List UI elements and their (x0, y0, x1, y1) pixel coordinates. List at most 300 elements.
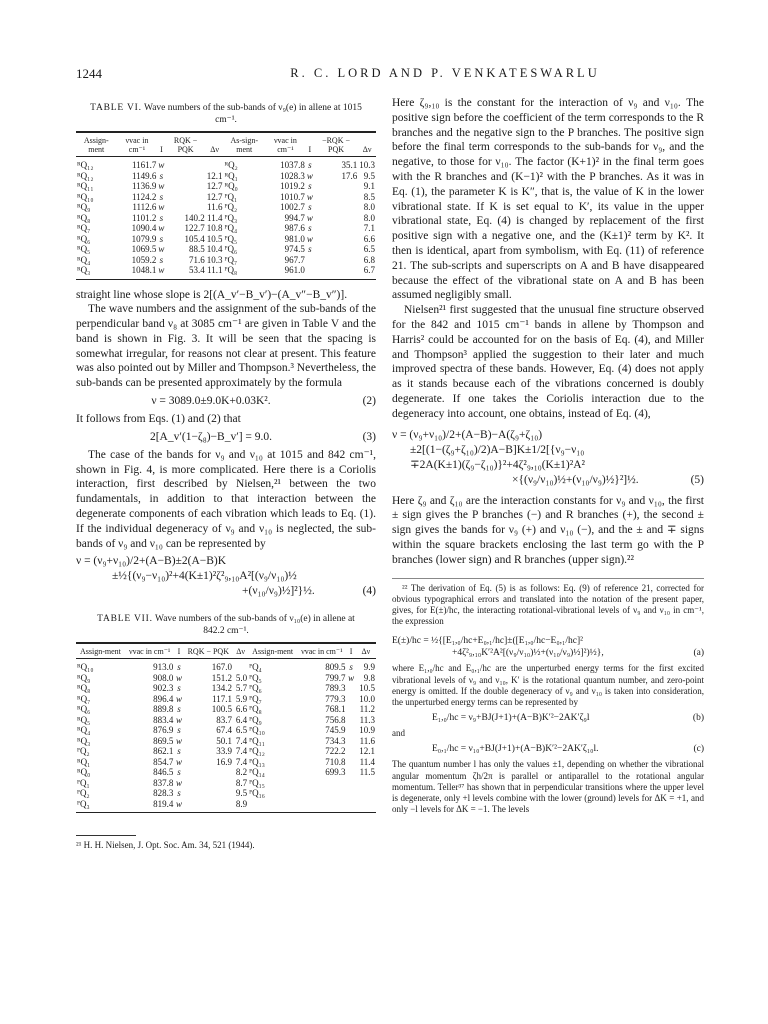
table-cell: ᴾQ₃ (77, 798, 90, 809)
table-cell: 1028.3 (280, 170, 305, 181)
table-cell: 1059.2 (131, 254, 157, 265)
table-cell: 16.9 (216, 756, 233, 767)
table-cell: w (158, 181, 165, 191)
table-cell: ᴿQ₆ (77, 704, 91, 715)
table-cell: 11.2 (359, 704, 375, 715)
table-cell: ᴾQ₆ (224, 244, 238, 254)
table-cell: 987.6 (284, 223, 305, 233)
column-header: I (160, 145, 163, 154)
table-cell: ᴾQ₄ (249, 662, 262, 673)
table-cell: 1161.7 (132, 160, 157, 170)
table-cell: 6.6 (363, 233, 375, 244)
equation-body: ν = 3089.0±9.0K+0.03K². (151, 395, 271, 408)
column-header: Assign-ment (252, 647, 294, 657)
table-cell: s (177, 683, 181, 694)
footnote-rule (76, 835, 136, 836)
table-cell: ᴿQ₉ (77, 202, 91, 212)
table-cell: ᴿQ₁₂ (77, 160, 94, 170)
table-cell (314, 255, 358, 266)
table-cell (297, 788, 346, 799)
table-row (76, 673, 376, 684)
table-cell: ᴾQ₆ (249, 683, 262, 694)
table-cell: 6.8 (363, 254, 375, 265)
equation-number: (c) (693, 744, 704, 755)
table-cell (184, 788, 234, 799)
table-cell: 35.1 (341, 160, 358, 170)
table-cell: ᴿQ₄ (77, 254, 91, 265)
table-cell: 17.6 (341, 170, 358, 181)
table-row (76, 213, 376, 224)
table-cell (347, 757, 356, 768)
table-cell: 1019.2 (280, 181, 305, 191)
table-cell: 789.3 (325, 683, 346, 694)
table-cell (314, 223, 358, 234)
table-cell: w (158, 223, 165, 233)
table-row (76, 683, 376, 694)
table-cell: ᴿQ₁₀ (77, 191, 94, 202)
table-cell: ᴾQ₂ (77, 746, 90, 757)
table-cell: 11.3 (359, 714, 375, 725)
table-row (76, 799, 376, 813)
equation-number: (b) (692, 713, 704, 724)
table-cell: 967.7 (284, 254, 305, 265)
equation-number: (4) (362, 585, 376, 598)
table-cell (347, 778, 356, 789)
table-cell: ᴾQ₁₁ (249, 735, 265, 746)
table-cell: 1037.8 (280, 160, 305, 170)
table-cell: 12.1 (206, 170, 223, 181)
equation-number: (2) (362, 395, 376, 408)
table-row (76, 767, 376, 778)
table-cell: 10.3 (359, 160, 375, 170)
equation-line: ±2[(1−(ζ₉+ζ₁₀)/2)A−B]K±1/2[{ν₉−ν₁₀ (410, 443, 585, 456)
table-cell: 913.0 (153, 662, 174, 673)
table-row (76, 715, 376, 726)
table-cell (248, 799, 297, 813)
table-cell: ᴿQ₃ (77, 735, 91, 746)
table-7 (76, 642, 376, 813)
table-cell: 53.4 (188, 265, 205, 275)
table-cell: ᴿQ₃ (77, 265, 91, 275)
table-cell: 10.8 (206, 223, 223, 233)
table-cell: 710.8 (325, 756, 346, 767)
table-cell: 5.0 (235, 672, 248, 683)
equation-5 (392, 428, 704, 488)
table-cell: s (308, 181, 312, 191)
table-cell: ᴿQ₅ (77, 244, 91, 254)
table-cell: 12.1 (359, 746, 375, 757)
table-cell (347, 715, 356, 726)
table-cell: 8.7 (235, 777, 248, 788)
table-cell (306, 255, 314, 266)
table-cell: s (159, 170, 164, 181)
page-header (76, 66, 704, 84)
table-cell: ᴾQ₉ (249, 714, 262, 725)
column-header: Δν (236, 647, 245, 657)
table-cell: s (177, 788, 181, 799)
paragraph: The case of the bands for ν₉ and ν₁₀ at 1015 and 842 cm⁻¹, shown in Fig. 4, is more complicated. Here there is a Coriolis interaction, first described by Nielsen,²¹ between the two fundamentals, in addition to that interaction between the degenerate components of each vibration which leads to Eq. (1). If the individual degeneracy of ν₉ and ν₁₀ is neglected, the sub-bands of ν₉ and ν₁₀ can be represented by (76, 448, 376, 550)
table-cell (165, 192, 205, 203)
table-cell: w (306, 191, 313, 202)
table-cell: 7.4 (235, 746, 248, 757)
equation-b (392, 712, 704, 724)
table-cell: 779.3 (325, 693, 346, 704)
paragraph: Here ζ₉,₁₀ is the constant for the interaction of ν₉ and ν₁₀. The positive sign before the coefficient of the term corresponds to the R branches and the negative sign to the P branches. The positive sign before the final term corresponds to the sub-bands for ν₉, and the negative, to those for ν₁₀. The factor (K+1)² in the final term goes with the R branches and (K−1)² with the P branches. As it was in Eq. (1), the parameter K is K″, that is, the value of K in the lower vibrational state. If K is set equal to K′, its value in the upper vibrational state, Eq. (4) is changed by replacement of the first positive sign with a negative one, and the (K±1)² term by K². It then is identical, apart from symbolism, with Eq. (11) of reference 21. The sub-scripts and superscripts on A and B have disappeared because the effect of the vibrational state on A and B has been assumed negligibly small. (392, 97, 704, 302)
table-cell: 83.7 (216, 714, 233, 725)
table-cell: 10.4 (206, 244, 223, 254)
table-cell: 8.2 (235, 767, 248, 778)
table-cell: ᴾQ₁₅ (249, 777, 265, 788)
paragraph: straight line whose slope is 2[(A_v′−B_v′)−(A_v″−B_v″)]. (76, 288, 348, 301)
table-cell: 5.7 (235, 683, 248, 694)
table-cell: s (159, 191, 164, 202)
page-number: 1244 (76, 66, 102, 81)
column-header: νvac in cm⁻¹ (273, 136, 297, 154)
table-cell: 67.4 (216, 725, 233, 736)
table-cell: ᴿQ₁₁ (77, 181, 94, 191)
table-cell: ᴿQ₀ (224, 181, 238, 191)
table-cell: s (308, 160, 312, 170)
table-cell: 1090.4 (131, 223, 157, 233)
column-header: −RQK − PQK (322, 136, 350, 154)
table-row (76, 704, 376, 715)
equation-line: ν = (ν₉+ν₁₀)/2+(A−B)±2(A−B)K (76, 555, 227, 568)
table-cell: ᴾQ₁₀ (249, 725, 265, 736)
table-cell: s (177, 704, 181, 715)
table-cell (347, 736, 356, 747)
table-cell: ᴿQ₁ (77, 756, 91, 767)
table-cell (165, 157, 205, 171)
table-cell: ᴾQ₃ (224, 212, 238, 223)
table-cell: w (175, 735, 182, 746)
table-cell: 745.9 (325, 725, 346, 736)
table-cell: 134.2 (211, 683, 233, 694)
table-cell (347, 799, 356, 813)
table-cell: 88.5 (188, 244, 205, 254)
table-cell: 10.5 (359, 683, 375, 694)
table-cell (184, 767, 234, 778)
table-cell: 100.5 (211, 704, 233, 715)
table-cell: 902.3 (153, 683, 174, 694)
table-cell: 12.7 (206, 191, 223, 202)
table-cell: 862.1 (153, 746, 174, 757)
table-cell: 756.8 (325, 714, 346, 725)
table-row (76, 694, 376, 705)
table-cell: 10.5 (206, 233, 223, 244)
table-cell: 10.3 (206, 254, 223, 265)
table-6-caption (86, 102, 366, 126)
table-cell: ᴿQ₇ (77, 223, 91, 233)
equation-4 (76, 554, 376, 599)
equation-line: ν = (ν₉+ν₁₀)/2+(A−B)−A(ζ₉+ζ₁₀) (392, 428, 543, 441)
table-cell: ᴿQ₉ (77, 672, 91, 683)
footnote-21: ²¹ H. H. Nielsen, J. Opt. Soc. Am. 34, 521 (1944). (76, 840, 255, 851)
paragraph: Here ζ₉ and ζ₁₀ are the interaction constants for ν₉ and ν₁₀, the first ± sign gives the P branches (−) and R branches (+), the second ± sign gives the bands for ν₉ (+) and ν₁₀ (−), and the ± and ∓ signs within the square brackets enclosing the last term go with the P branches (lower sign) and R branches (upper sign).²² (392, 494, 704, 566)
table-cell: 837.8 (153, 777, 174, 788)
table-row (76, 265, 376, 279)
table-row (76, 736, 376, 747)
table-cell: ᴿQ₅ (77, 714, 91, 725)
table-cell (314, 192, 358, 203)
table-cell (297, 799, 346, 813)
footnote-paragraph: The quantum number l has only the values ±1, depending on whether the vibrational angular momentum ζh/2π is parallel or antiparallel to the rotational angular momentum. Teller³⁷ has shown that in perpendicular transitions where the upper level is degenerate, only +l levels combine with the lower (ground) levels for ΔK = +1, and only −l levels for ΔK = −1. The levels (392, 759, 704, 815)
table-cell: 1002.7 (280, 202, 305, 212)
table-cell: ᴾQ₄ (224, 223, 238, 233)
table-cell: w (306, 170, 313, 181)
equation-number: (5) (690, 473, 704, 486)
equation-body: E₁,₀/hc = ν₉+BJ(J+1)+(A−B)K′²−2AK′ζ₉l (432, 713, 590, 724)
table-cell: ᴿQ₁ (224, 170, 238, 181)
table-cell: 9.8 (363, 672, 375, 683)
table-row (76, 192, 376, 203)
table-cell (347, 725, 356, 736)
paragraph: It follows from Eqs. (1) and (2) that (76, 413, 241, 426)
table-row (76, 244, 376, 255)
column-header: νvac in cm⁻¹ (125, 136, 149, 154)
table-7-label: TABLE VII. (97, 614, 153, 625)
table-cell: ᴿQ₈ (77, 212, 91, 223)
table-cell: s (159, 254, 164, 265)
table-cell (347, 694, 356, 705)
table-cell: 1112.6 (132, 202, 157, 212)
table-cell: s (308, 223, 312, 233)
table-cell (165, 181, 205, 192)
right-column (392, 96, 704, 815)
table-cell: 799.7 (325, 672, 346, 683)
table-cell: 167.0 (211, 662, 233, 673)
table-cell: 50.1 (216, 735, 233, 746)
table-cell (184, 799, 234, 813)
table-cell: w (175, 714, 182, 725)
running-head: R. C. LORD AND P. VENKATESWARLU (290, 66, 600, 80)
table-cell: 1079.9 (131, 233, 157, 244)
table-cell: s (177, 746, 181, 757)
table-cell (314, 181, 358, 192)
paragraph: The wave numbers and the assignment of the sub-bands of the perpendicular band ν₈ at 3085 cm⁻¹ are given in Table V and the band is shown in Fig. 3. It will be seen that the spacing is somewhat irregular, for reasons not clear at present. This feature was also pointed out by Miller and Thompson.³ Nevertheless, the sub-bands can be presented approximately by the formula (76, 303, 376, 390)
equation-line: +(ν₁₀/ν₉)½]²}½. (242, 585, 315, 598)
table-cell: 6.7 (363, 265, 375, 275)
table-cell: 122.7 (184, 223, 205, 233)
column-header: Δν (210, 145, 219, 154)
table-cell: s (159, 233, 164, 244)
column-header: Δν (362, 145, 372, 154)
table-cell: 6.5 (235, 725, 248, 736)
table-cell: 854.7 (153, 756, 174, 767)
table-cell: 105.4 (184, 233, 205, 244)
table-row (76, 223, 376, 234)
table-cell: 9.5 (235, 788, 248, 799)
table-cell: 11.6 (207, 202, 223, 212)
table-cell: ᴾQ₁₃ (249, 756, 265, 767)
table-cell: 11.4 (359, 756, 375, 767)
table-cell: 1136.9 (132, 181, 157, 191)
table-cell: 7.1 (363, 223, 375, 233)
table-cell: 12.7 (206, 181, 223, 191)
equation-line: E(±)/hc = ½{[E₁,₀/hc+E₀,₁/hc]±([E₁,₀/hc−E₀,₁/hc]² (392, 636, 583, 647)
table-cell: s (177, 725, 181, 736)
table-cell: 981.0 (284, 233, 305, 244)
table-cell: w (158, 202, 165, 212)
table-cell: 876.9 (153, 725, 174, 736)
table-cell: w (306, 212, 313, 223)
table-cell (314, 234, 358, 245)
table-cell: 11.1 (207, 265, 223, 275)
table-cell (347, 683, 356, 694)
equation-line: ×{(ν₉/ν₁₀)½+(ν₁₀/ν₉)½}²]½. (512, 473, 639, 486)
column-header: Assign-ment (83, 136, 109, 154)
table-cell (347, 746, 356, 757)
table-cell: 889.8 (153, 704, 174, 715)
equation-a (392, 635, 704, 659)
table-6-title: Wave numbers of the sub-bands of ν₉(e) in allene at 1015 cm⁻¹. (143, 103, 362, 125)
table-cell: ᴾQ₁₆ (249, 788, 265, 799)
column-header: Assign-ment (80, 647, 121, 657)
table-cell: 10.9 (359, 725, 375, 736)
table-cell: w (175, 777, 182, 788)
table-cell: ᴾQ₈ (224, 265, 238, 275)
table-cell (347, 704, 356, 715)
equation-2 (76, 394, 376, 409)
table-cell: 10.0 (359, 693, 375, 704)
table-cell (306, 265, 314, 279)
table-row (76, 788, 376, 799)
table-cell: ᴾQ₁ (77, 777, 90, 788)
table-cell: w (175, 693, 182, 704)
table-cell: 961.0 (284, 265, 305, 275)
table-cell (206, 157, 224, 171)
table-cell: ᴿQ₆ (77, 233, 91, 244)
table-cell (347, 788, 356, 799)
paragraph: Nielsen²¹ first suggested that the unusual fine structure observed for the 842 and 1015 cm⁻¹ bands in allene by Thompson and Harris² could be accounted for on the basis of Eq. (4), and Miller and Thompson³ applied the suggestion to their later and much improved spectra of these bands. However, Eq. (4) does not apply as it stands because each of the vibrations concerned is doubly degenerate. If one takes the Coriolis interaction due to the degeneracy into account, one obtains, instead of Eq. (4), (392, 304, 704, 420)
equation-line: ±½{(ν₉−ν₁₀)²+4(K±1)²ζ²₉,₁₀A²[(ν₉/ν₁₀)½ (112, 570, 297, 583)
table-cell: w (175, 672, 182, 683)
footnote-22: ²² The derivation of Eq. (5) is as follows: Eq. (9) of reference 21, corrected for obvious typographical errors and translated into the notation of the present paper, gives, for E(±)/hc, the interacting rotational-vibrational levels of ν₉ and ν₁₀ in cm⁻¹, the expression (392, 582, 704, 627)
table-cell: w (158, 244, 165, 254)
left-column (76, 96, 376, 852)
table-cell: 8.0 (363, 212, 375, 223)
table-cell: 883.4 (153, 714, 174, 725)
table-7-title: Wave numbers of the sub-bands of ν₁₀(e) in allene at 842.2 cm⁻¹. (155, 614, 355, 637)
equation-line: +4ζ²₉,₁₀K′²A²[(ν₉/ν₁₀)½+(ν₁₀/ν₉)½]²)½}, (452, 648, 604, 659)
table-cell: ᴾQ₁₄ (249, 767, 265, 778)
table-cell (314, 244, 358, 255)
table-cell: 9.1 (363, 181, 375, 191)
table-cell: 9.5 (363, 170, 375, 181)
table-cell (165, 202, 205, 213)
table-cell: ᴿQ₁₀ (77, 662, 94, 673)
equation-c (392, 743, 704, 755)
table-cell: 33.9 (216, 746, 233, 757)
equation-body: E₀,₁/hc = ν₁₀+BJ(J+1)+(A−B)K′²−2AK′ζ₁₀l. (432, 744, 599, 755)
table-cell: ᴿQ₇ (77, 693, 91, 704)
column-header: νvac in cm⁻¹ (128, 647, 171, 657)
table-6 (76, 131, 376, 280)
table-cell: 869.5 (153, 735, 174, 746)
footnote-rule (392, 578, 704, 579)
table-cell: ᴿQ₀ (77, 767, 91, 778)
table-row (76, 757, 376, 768)
table-cell (356, 788, 376, 799)
footnote-paragraph: where E₁,₀/hc and E₀,₁/hc are the unperturbed energy terms for the first excited vibrational levels of ν₉ and ν₁₀, K′ is the rotational quantum number, and zero-point energy is omitted. If the double degeneracy of ν₉ and ν₁₀ is taken into consideration, the unperturbed energy terms can be represented by (392, 663, 704, 707)
table-cell: w (175, 756, 182, 767)
table-cell: 974.5 (284, 244, 305, 254)
table-cell: 9.9 (363, 662, 375, 673)
table-cell: 994.7 (284, 212, 305, 223)
table-cell: 1069.5 (131, 244, 157, 254)
table-6-label: TABLE VI. (90, 103, 142, 113)
table-cell: ᴾQ₂ (77, 788, 90, 799)
table-row (76, 202, 376, 213)
table-cell: 8.9 (235, 798, 248, 809)
table-cell: w (158, 265, 165, 275)
table-cell: 1010.7 (280, 191, 305, 202)
column-header: Δν (361, 647, 371, 657)
table-row (76, 157, 376, 171)
table-row (76, 778, 376, 789)
table-cell: ᴿQ₄ (77, 725, 91, 736)
table-cell: 896.4 (153, 693, 174, 704)
table-cell: w (348, 672, 355, 683)
table-cell: 6.6 (235, 704, 248, 715)
table-cell: 809.5 (325, 662, 346, 673)
table-cell: ᴿQ₁₂ (77, 170, 94, 181)
table-cell: 846.5 (153, 767, 174, 778)
table-cell: ᴾQ₁₂ (249, 746, 265, 757)
table-cell: 908.0 (153, 672, 174, 683)
table-cell: ᴾQ₈ (249, 704, 262, 715)
table-row (76, 171, 376, 182)
table-cell (314, 202, 358, 213)
column-header: νvac in cm⁻¹ (301, 647, 343, 657)
table-cell (356, 799, 376, 813)
table-cell: ᴿQ₈ (77, 683, 91, 694)
table-cell: w (158, 160, 165, 170)
equation-3 (76, 430, 376, 445)
table-row (76, 181, 376, 192)
table-cell: 151.2 (211, 672, 233, 683)
table-cell: 11.6 (359, 735, 375, 746)
equation-line: ∓2A(K±1)(ζ₉−ζ₁₀)}²+4ζ²₉,₁₀(K±1)²A² (410, 458, 585, 471)
table-cell (314, 213, 358, 224)
table-cell: ᴿQ₂ (224, 160, 238, 170)
table-7-caption (86, 613, 366, 637)
table-cell (297, 778, 346, 789)
footnote-connector: and (392, 728, 405, 739)
table-cell: 1124.2 (132, 191, 157, 202)
table-cell: 140.2 (184, 212, 205, 223)
table-cell: 828.3 (153, 788, 174, 799)
table-cell: 1048.1 (131, 265, 157, 275)
table-cell: ᴾQ₇ (249, 693, 262, 704)
table-cell: 734.3 (325, 735, 346, 746)
table-cell: 699.3 (325, 767, 346, 778)
table-cell (314, 265, 358, 279)
table-cell: s (177, 767, 181, 778)
table-cell: 8.5 (363, 191, 375, 202)
table-cell (356, 778, 376, 789)
table-cell: ᴾQ₅ (224, 233, 238, 244)
table-cell: 722.2 (325, 746, 346, 757)
table-cell (347, 767, 356, 778)
table-cell: ᴾQ₅ (249, 672, 262, 683)
column-header: RQK − PQK (187, 647, 229, 657)
column-header: I (349, 647, 353, 657)
table-cell: 117.1 (212, 693, 233, 704)
table-cell: ᴾQ₇ (224, 254, 238, 265)
table-cell (233, 659, 248, 673)
table-cell: 7.4 (235, 735, 248, 746)
table-cell: 11.5 (359, 767, 375, 778)
